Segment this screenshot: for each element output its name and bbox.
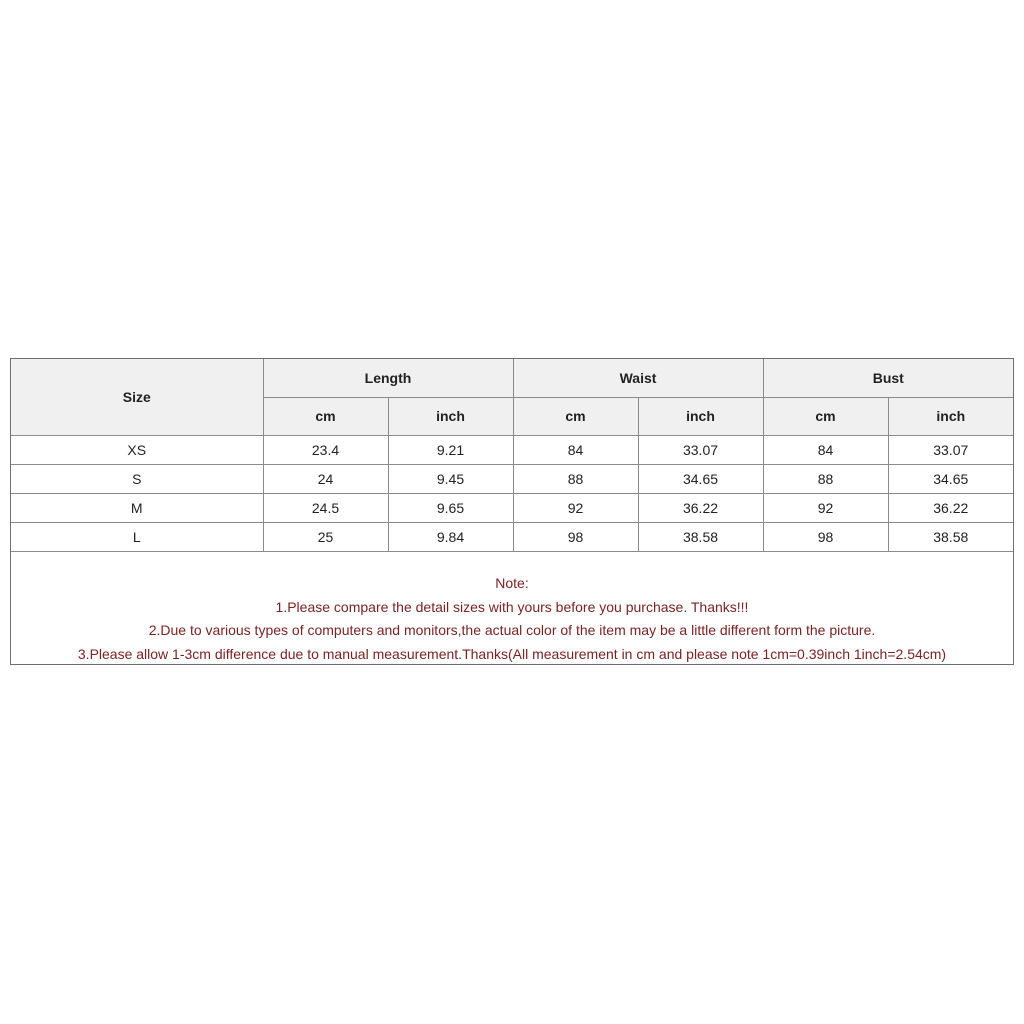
bust-cm-cell: 88 — [763, 464, 888, 493]
size-header: Size — [11, 359, 263, 435]
bust-inch-cell: 36.22 — [888, 493, 1013, 522]
table-row — [11, 522, 1013, 551]
group-header-length: Length — [263, 359, 513, 397]
unit-header-bust-cm: cm — [763, 397, 888, 435]
header-row-groups — [11, 359, 1013, 397]
group-header-waist: Waist — [513, 359, 763, 397]
size-chart — [10, 358, 1014, 665]
length-cm-cell: 25 — [263, 522, 388, 551]
bust-inch-cell: 38.58 — [888, 522, 1013, 551]
length-cm-cell: 24 — [263, 464, 388, 493]
size-name: XS — [11, 435, 263, 464]
waist-cm-cell: 98 — [513, 522, 638, 551]
waist-inch-cell: 36.22 — [638, 493, 763, 522]
bust-cm-cell: 98 — [763, 522, 888, 551]
waist-inch-cell: 34.65 — [638, 464, 763, 493]
group-header-bust: Bust — [763, 359, 1013, 397]
note-line-1: 1.Please compare the detail sizes with yours before you purchase. Thanks!!! — [275, 598, 749, 615]
unit-header-length-inch: inch — [388, 397, 513, 435]
waist-inch-cell: 33.07 — [638, 435, 763, 464]
unit-header-length-cm: cm — [263, 397, 388, 435]
table-row — [11, 493, 1013, 522]
length-inch-cell: 9.21 — [388, 435, 513, 464]
length-cm-cell: 23.4 — [263, 435, 388, 464]
length-inch-cell: 9.84 — [388, 522, 513, 551]
table-row — [11, 464, 1013, 493]
unit-header-waist-cm: cm — [513, 397, 638, 435]
length-inch-cell: 9.45 — [388, 464, 513, 493]
waist-cm-cell: 92 — [513, 493, 638, 522]
bust-inch-cell: 33.07 — [888, 435, 1013, 464]
notes-section — [11, 572, 1013, 666]
length-cm-cell: 24.5 — [263, 493, 388, 522]
note-title: Note: — [495, 575, 529, 591]
waist-cm-cell: 88 — [513, 464, 638, 493]
size-name: S — [11, 464, 263, 493]
waist-cm-cell: 84 — [513, 435, 638, 464]
table-row — [11, 435, 1013, 464]
waist-inch-cell: 38.58 — [638, 522, 763, 551]
note-line-3: 3.Please allow 1-3cm difference due to manual measurement.Thanks(All measurement in cm and please note 1cm=0.39inch 1inch=2.54cm) — [77, 645, 947, 662]
unit-header-bust-inch: inch — [888, 397, 1013, 435]
note-line-2: 2.Due to various types of computers and monitors,the actual color of the item may be a little different form the picture. — [148, 622, 876, 638]
bust-inch-cell: 34.65 — [888, 464, 1013, 493]
bust-cm-cell: 92 — [763, 493, 888, 522]
bust-cm-cell: 84 — [763, 435, 888, 464]
size-name: M — [11, 493, 263, 522]
size-table — [11, 359, 1013, 552]
size-name: L — [11, 522, 263, 551]
length-inch-cell: 9.65 — [388, 493, 513, 522]
unit-header-waist-inch: inch — [638, 397, 763, 435]
